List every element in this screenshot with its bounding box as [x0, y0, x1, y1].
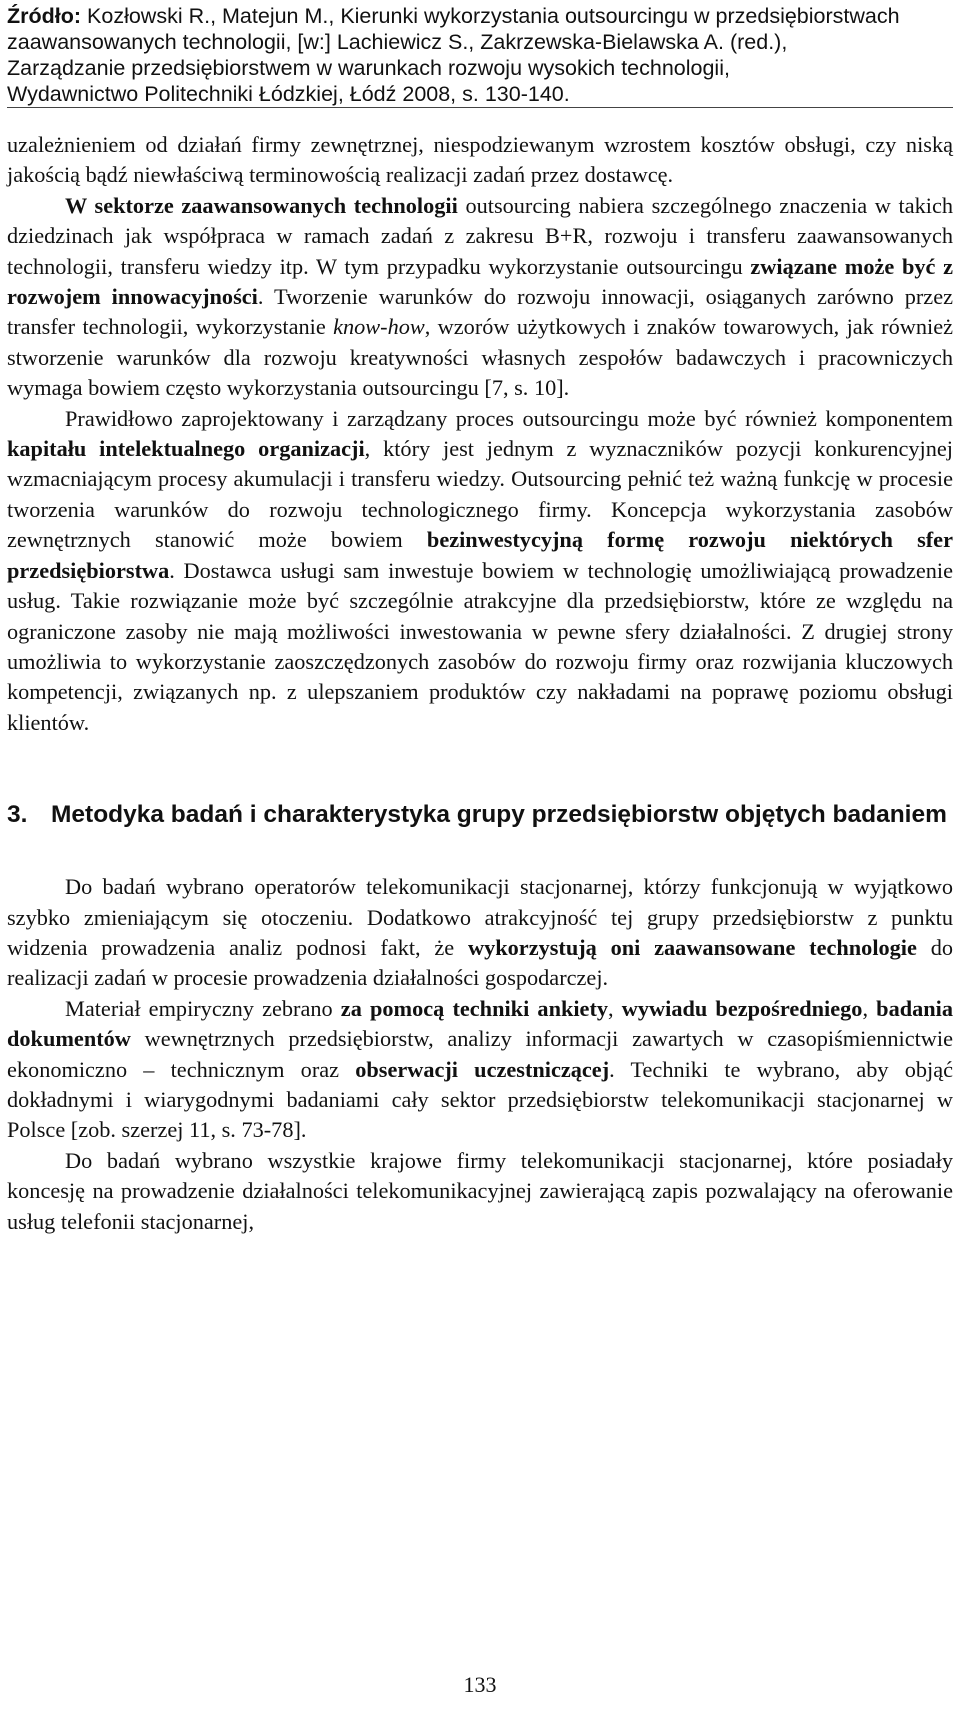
- paragraph-6: Do badań wybrano wszystkie krajowe firmy telekomunikacji stacjonarnej, które posiadały koncesję na prowadzenie działalności telekomunikacyjnej zawierającą zapis pozwalający na oferowanie usług telefonii stacjonarnej,: [7, 1147, 953, 1234]
- source-line-1: Źródło: Kozłowski R., Matejun M., Kierunki wykorzystania outsourcingu w przedsiębiorstwach: [7, 4, 900, 28]
- section-title: Metodyka badań i charakterystyka grupy przedsiębiorstw objętych badaniem: [51, 801, 947, 829]
- paragraph-4: Do badań wybrano operatorów telekomunikacji stacjonarnej, którzy funkcjonują w wyjątkowo szybko zmieniającym się otoczeniu. Dodatkowo atrakcyjność tej grupy przedsiębiorstw z punktu widzenia prowadzenia analiz podnosi fakt, że wykorzystują oni zaawansowane technologie do realizacji zadań w procesie prowadzenia działalności gospodarczej.: [7, 874, 953, 991]
- source-citation: [7, 3, 953, 107]
- paragraph-3: Prawidłowo zaprojektowany i zarządzany proces outsourcingu może być również komponentem kapitału intelektualnego organizacji, który jest jednym z wyznaczników pozycji konkurencyjnej wzmacniającym procesy akumulacji i transferu wiedzy. Outsourcing pełnić też ważną funkcję w procesie tworzenia warunków do rozwoju technologicznego firmy. Koncepcja wykorzystania zasobów zewnętrznych stanowić może bowiem bezinwestycyjną formę rozwoju niektórych sfer przedsiębiorstwa. Dostawca usługi sam inwestuje bowiem w technologię umożliwiającą prowadzenie usług. Takie rozwiązanie może być szczególnie atrakcyjne dla przedsiębiorstw, które ze względu na ograniczone zasoby nie mają możliwości inwestowania w pewne sfery działalności. Z drugiej strony umożliwia to wykorzystanie zaoszczędzonych zasobów do rozwoju firmy oraz rozwijania kluczowych kompetencji, związanych np. z ulepszaniem produktów czy nakładami na poprawę poziomu obsługi klientów.: [7, 405, 953, 735]
- source-divider: [7, 107, 953, 108]
- page-number: 133: [463, 1672, 497, 1697]
- paragraph-5: Materiał empiryczny zebrano za pomocą techniki ankiety, wywiadu bezpośredniego, badania dokumentów wewnętrznych przedsiębiorstw, analizy informacji zawartych w czasopiśmiennictwie ekonomiczno – technicznym oraz obserwacji uczestniczącej. Techniki te wybrano, aby objąć dokładnymi i wiarygodnymi badaniami cały sektor przedsiębiorstw telekomunikacji stacjonarnej w Polsce [zob. szerzej 11, s. 73-78].: [7, 995, 954, 1143]
- paragraph-2: W sektorze zaawansowanych technologii outsourcing nabiera szczególnego znaczenia w takich dziedzinach jak współpraca w ramach zadań z zakresu B+R, rozwoju i transferu zaawansowanych technologii, transferu wiedzy itp. W tym przypadku wykorzystanie outsourcingu związane może być z rozwojem innowacyjności. Tworzenie warunków do rozwoju innowacji, osiąganych zarówno przez transfer technologii, wykorzystanie know-how, wzorów użytkowych i znaków towarowych, jak również stworzenie warunków dla rozwoju kreatywności własnych zespołów badawczych i pracowniczych wymaga bowiem często wykorzystania outsourcingu [7, s. 10].: [7, 192, 954, 401]
- section-heading: [7, 800, 953, 830]
- source-line-4: Wydawnictwo Politechniki Łódzkiej, Łódź 2008, s. 130-140.: [7, 82, 570, 106]
- article-body: [7, 130, 953, 1237]
- paragraph-1: uzależnieniem od działań firmy zewnętrznej, niespodziewanym wzrostem kosztów obsługi, czy niską jakością bądź niewłaściwą terminowością realizacji zadań przez dostawcę.: [7, 132, 953, 188]
- section-number: 3.: [7, 801, 28, 829]
- source-line-2: zaawansowanych technologii, [w:] Lachiewicz S., Zakrzewska-Bielawska A. (red.),: [7, 30, 788, 54]
- source-line-3: Zarządzanie przedsiębiorstwem w warunkach rozwoju wysokich technologii,: [7, 56, 730, 80]
- source-label: Źródło:: [7, 4, 82, 28]
